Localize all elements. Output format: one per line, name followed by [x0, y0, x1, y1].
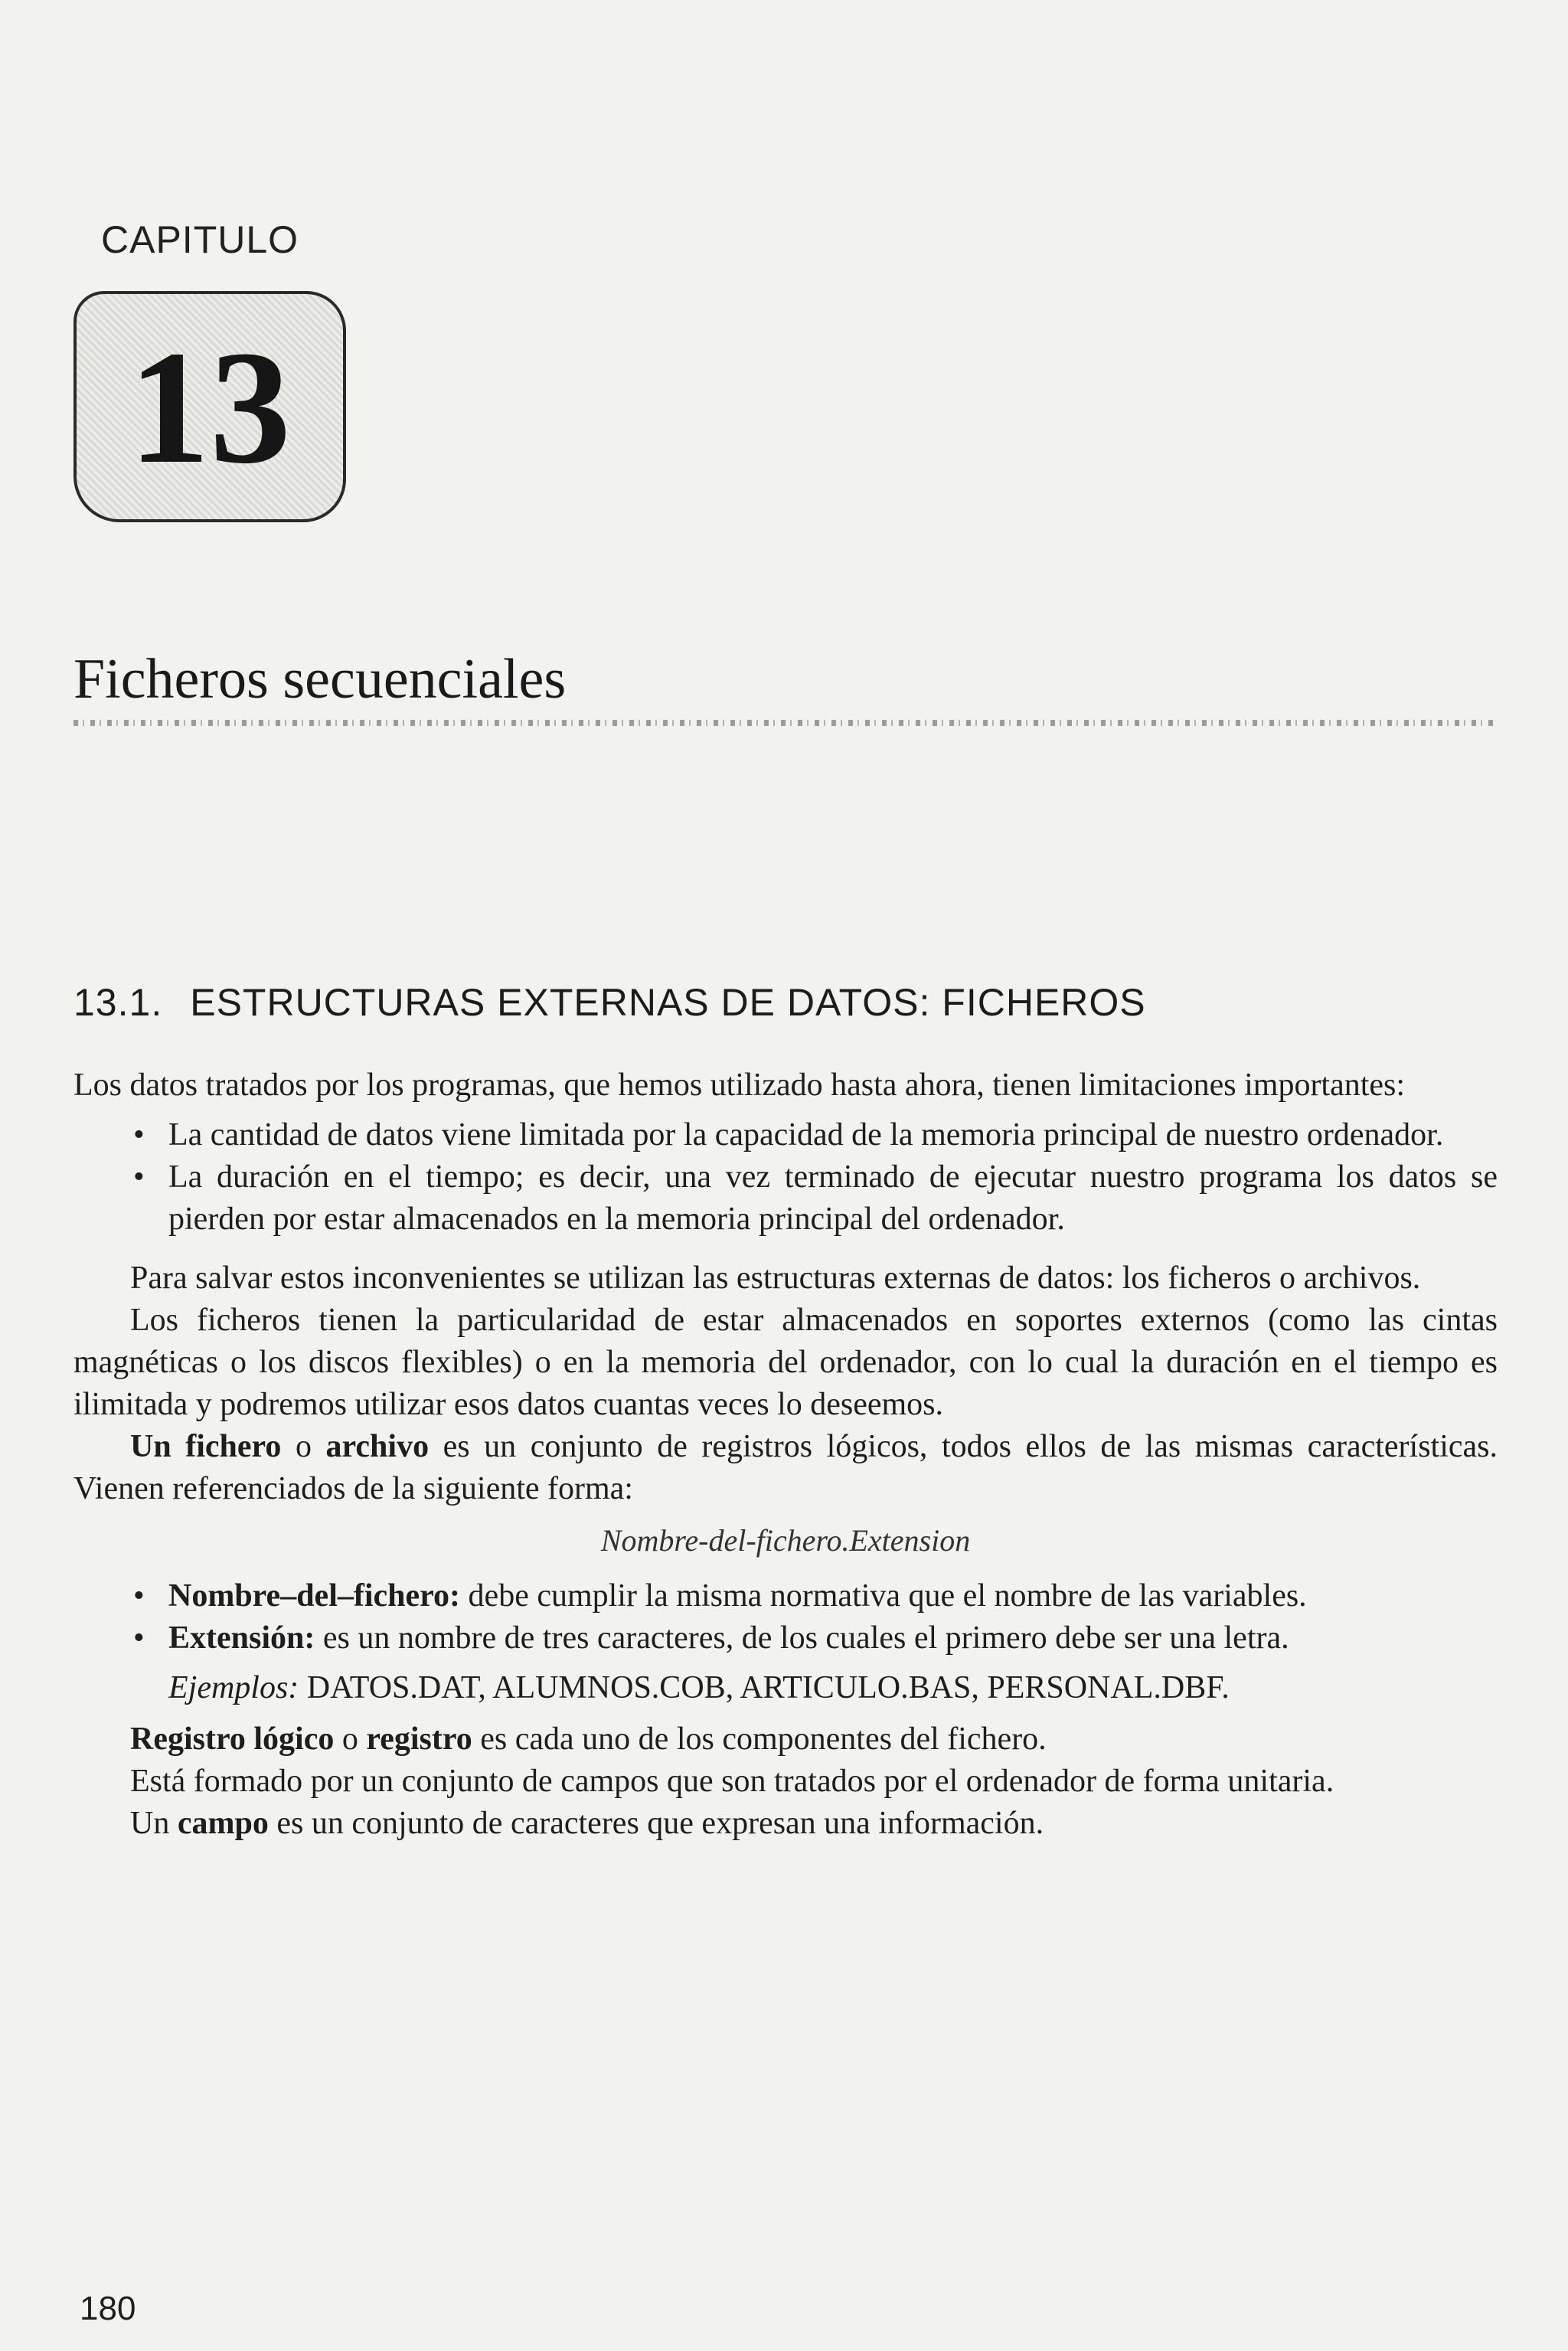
- chapter-label: CAPITULO: [101, 218, 299, 261]
- term-campo: campo: [177, 1806, 269, 1841]
- examples-line: [74, 1667, 1498, 1709]
- list-item: • Nombre–del–fichero: debe cumplir la misma normativa que el nombre de las variables.: [168, 1575, 1498, 1617]
- limitations-list: [74, 1114, 1498, 1241]
- chapter-title: Ficheros secuenciales: [74, 648, 567, 711]
- definitions-list: [74, 1575, 1498, 1659]
- section-number: 13.1.: [74, 981, 163, 1024]
- list-item: • Extensión: es un nombre de tres caracteres, de los cuales el primero debe ser una letra.: [168, 1617, 1498, 1659]
- examples-list: DATOS.DAT, ALUMNOS.COB, ARTICULO.BAS, PERSONAL.DBF.: [306, 1670, 1230, 1705]
- body-text: [74, 1064, 1498, 1845]
- definition-term: Extensión:: [168, 1620, 315, 1656]
- paragraph-salvar: Para salvar estos inconvenientes se utilizan las estructuras externas de datos: los ficheros o archivos.: [130, 1261, 1421, 1296]
- term-registro: registro: [366, 1722, 472, 1757]
- list-item: • La duración en el tiempo; es decir, una vez terminado de ejecutar nuestro programa los datos se pierden por estar almacenados en la memoria principal del ordenador.: [168, 1156, 1498, 1241]
- term-fichero: Un fichero: [130, 1429, 282, 1464]
- paragraph-campo: Un campo es un conjunto de caracteres que expresan una información.: [130, 1806, 1044, 1841]
- chapter-number: 13: [129, 317, 291, 497]
- paragraph-fichero-definition: Un fichero o archivo es un conjunto de registros lógicos, todos ellos de las mismas características. Vienen referenciados de la siguiente forma:: [74, 1429, 1498, 1506]
- paragraph-campos: Está formado por un conjunto de campos que son tratados por el ordenador de forma unitaria.: [130, 1764, 1334, 1799]
- intro-paragraph: Los datos tratados por los programas, que hemos utilizado hasta ahora, tienen limitaciones importantes:: [74, 1068, 1406, 1103]
- page-number: 180: [80, 2290, 136, 2327]
- term-archivo: archivo: [325, 1429, 430, 1464]
- paragraph-soportes: Los ficheros tienen la particularidad de estar almacenados en soportes externos (como las cintas magnéticas o los discos flexibles) o en la memoria del ordenador, con lo cual la duración en el tiempo es ilimitada y podremos utilizar esos datos cuantas veces lo deseemos.: [74, 1303, 1498, 1422]
- filename-format: Nombre-del-fichero.Extension: [600, 1523, 971, 1558]
- title-rule-divider: [74, 720, 1498, 726]
- list-item: • La cantidad de datos viene limitada por la capacidad de la memoria principal de nuestro ordenador.: [168, 1114, 1498, 1156]
- examples-lead: Ejemplos:: [168, 1670, 299, 1705]
- definition-term: Nombre–del–fichero:: [168, 1578, 461, 1614]
- section-title: ESTRUCTURAS EXTERNAS DE DATOS: FICHEROS: [190, 981, 1146, 1024]
- term-registro-logico: Registro lógico: [130, 1722, 335, 1757]
- section-heading: [74, 980, 1146, 1025]
- chapter-number-badge: [74, 291, 346, 522]
- paragraph-registro: Registro lógico o registro es cada uno de los componentes del fichero.: [130, 1722, 1047, 1757]
